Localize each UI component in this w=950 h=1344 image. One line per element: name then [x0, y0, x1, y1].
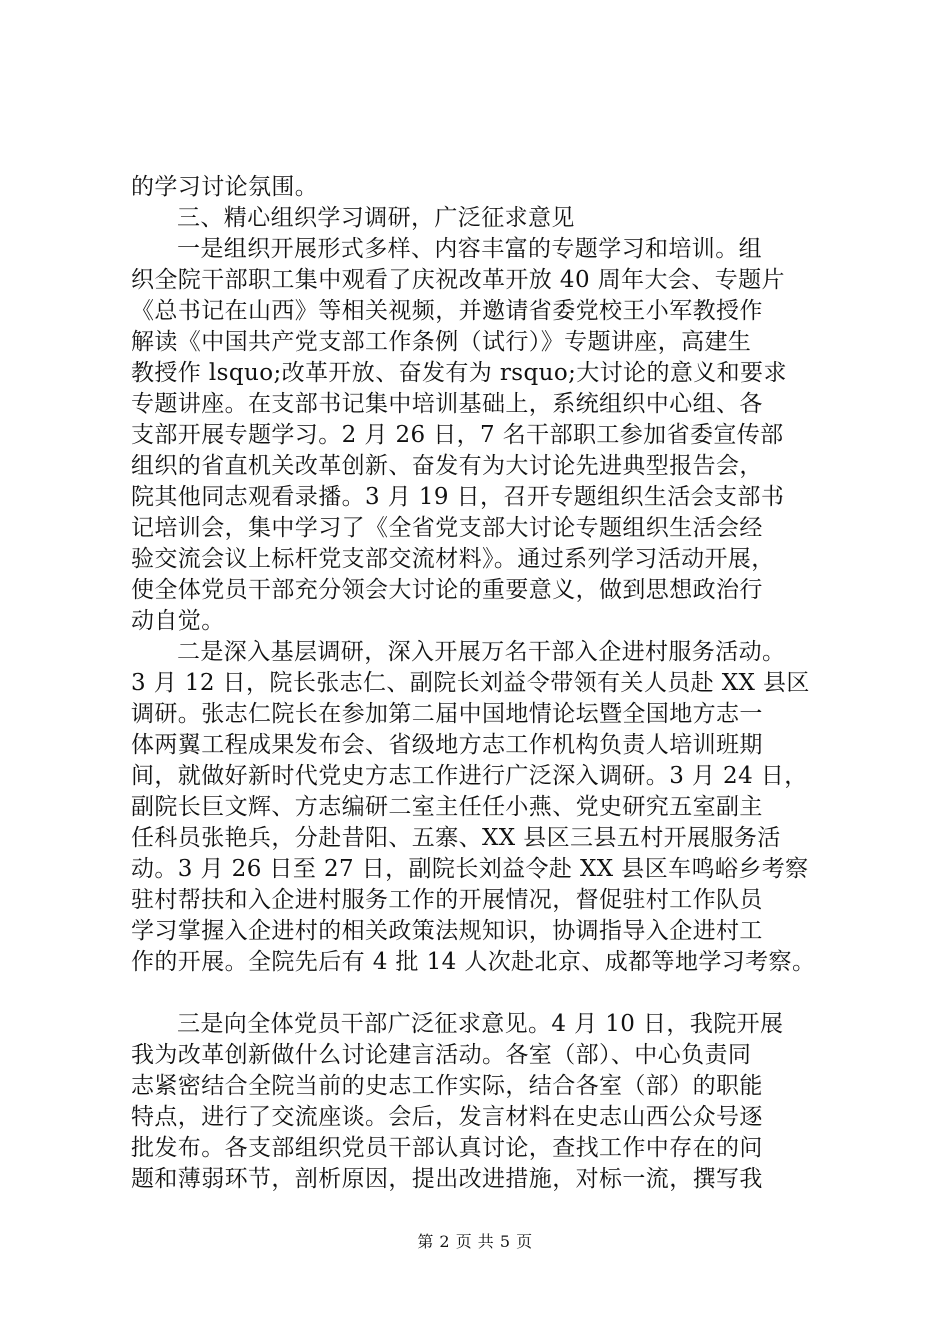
text-line: 动。3 月 26 日至 27 日，副院长刘益令赴 XX 县区车鸣峪乡考察 — [131, 856, 809, 882]
text-line: 解读《中国共产党支部工作条例（试行）》专题讲座，高建生 — [131, 329, 752, 355]
page-footer: 第 2 页 共 5 页 — [417, 1232, 533, 1251]
text-line: 院其他同志观看录播。3 月 19 日，召开专题组织生活会支部书 — [131, 484, 785, 510]
text-line: 《总书记在山西》等相关视频，并邀请省委党校王小军教授作 — [131, 298, 763, 324]
text-line: 学习掌握入企进村的相关政策法规知识，协调指导入企进村工 — [131, 918, 763, 944]
text-line: 3 月 12 日，院长张志仁、副院长刘益令带领有关人员赴 XX 县区 — [131, 670, 810, 696]
text-line: 驻村帮扶和入企进村服务工作的开展情况，督促驻村工作队员 — [131, 887, 763, 913]
text-line: 间，就做好新时代党史方志工作进行广泛深入调研。3 月 24 日， — [131, 763, 808, 789]
text-line: 记培训会，集中学习了《全省党支部大讨论专题组织生活会经 — [131, 515, 763, 541]
text-line: 三是向全体党员干部广泛征求意见。4 月 10 日，我院开展 — [177, 1011, 784, 1037]
text-line: 我为改革创新做什么讨论建言活动。各室（部）、中心负责同 — [131, 1042, 752, 1068]
text-line: 志紧密结合全院当前的史志工作实际，结合各室（部）的职能 — [131, 1073, 763, 1099]
text-line: 支部开展专题学习。2 月 26 日，7 名干部职工参加省委宣传部 — [131, 422, 784, 448]
text-line: 织全院干部职工集中观看了庆祝改革开放 40 周年大会、专题片 — [131, 267, 785, 293]
body-text — [131, 172, 861, 1195]
text-line: 的学习讨论氛围。 — [131, 174, 319, 200]
text-line: 一是组织开展形式多样、内容丰富的专题学习和培训。组 — [177, 236, 762, 262]
text-line: 三、精心组织学习调研，广泛征求意见 — [177, 205, 575, 231]
text-line: 使全体党员干部充分领会大讨论的重要意义，做到思想政治行 — [131, 577, 763, 603]
text-line: 验交流会议上标杆党支部交流材料》。通过系列学习活动开展， — [131, 546, 775, 572]
text-line: 调研。张志仁院长在参加第二届中国地情论坛暨全国地方志一 — [131, 701, 763, 727]
text-line: 作的开展。全院先后有 4 批 14 人次赴北京、成都等地学习考察。 — [131, 949, 816, 975]
blank-line — [131, 978, 861, 1009]
text-line: 任科员张艳兵，分赴昔阳、五寨、XX 县区三县五村开展服务活 — [131, 825, 781, 851]
text-line: 教授作 lsquo;改革开放、奋发有为 rsquo;大讨论的意义和要求 — [131, 360, 787, 386]
text-line: 组织的省直机关改革创新、奋发有为大讨论先进典型报告会， — [131, 453, 763, 479]
text-line: 二是深入基层调研，深入开展万名干部入企进村服务活动。 — [177, 639, 786, 665]
text-line: 批发布。各支部组织党员干部认真讨论，查找工作中存在的问 — [131, 1135, 763, 1161]
text-line: 副院长巨文辉、方志编研二室主任任小燕、党史研究五室副主 — [131, 794, 763, 820]
text-line: 动自觉。 — [131, 608, 225, 634]
text-line: 题和薄弱环节，剖析原因，提出改进措施，对标一流，撰写我 — [131, 1166, 763, 1192]
text-line: 特点，进行了交流座谈。会后，发言材料在史志山西公众号逐 — [131, 1104, 763, 1130]
text-line: 体两翼工程成果发布会、省级地方志工作机构负责人培训班期 — [131, 732, 763, 758]
text-line: 专题讲座。在支部书记集中培训基础上，系统组织中心组、各 — [131, 391, 763, 417]
